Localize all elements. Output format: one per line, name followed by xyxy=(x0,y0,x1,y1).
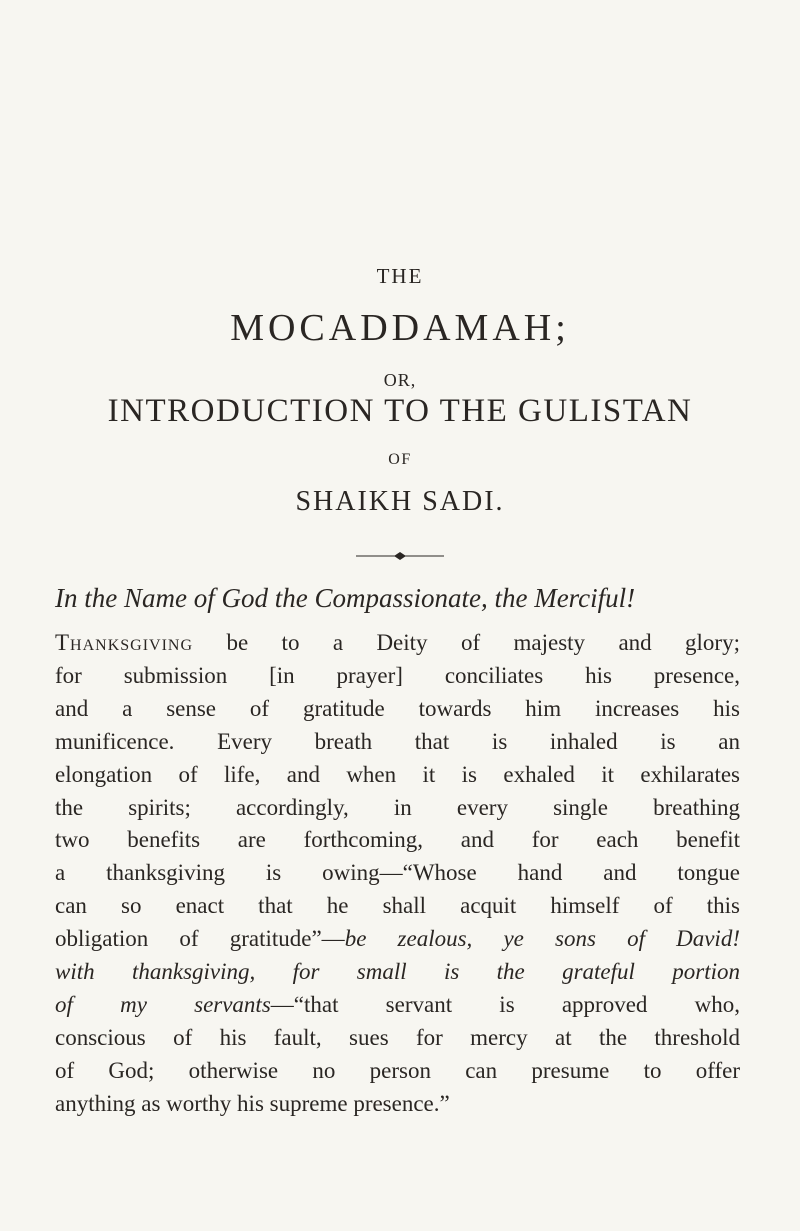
first-word: Thanksgiving xyxy=(55,630,194,655)
body-paragraph xyxy=(55,627,740,1121)
text-line: a thanksgiving is owing—“Whose hand and tongue xyxy=(55,860,740,886)
text-line: elongation of life, and when it is exhaled it exhilarates xyxy=(55,761,740,787)
text-line: and a sense of gratitude towards him increases his xyxy=(55,695,740,721)
invocation: In the Name of God the Compassionate, the Merciful! xyxy=(55,583,636,613)
header-of: OF xyxy=(388,451,412,468)
scripture-quote: be zealous, ye sons of David! xyxy=(344,926,740,952)
text-line: can so enact that he shall acquit himself of this xyxy=(55,893,740,919)
page-subtitle: INTRODUCTION TO THE GULISTAN xyxy=(107,393,693,429)
header-or: OR, xyxy=(383,370,417,390)
text-line: anything as worthy his supreme presence.” xyxy=(55,1090,450,1116)
text-line: obligation of gratitude”—be zealous, ye sons of David! xyxy=(55,926,740,952)
text-line: the spirits; accordingly, in every single breathing xyxy=(55,794,740,820)
ornamental-rule xyxy=(356,550,444,562)
scripture-quote: of my servants xyxy=(55,991,271,1017)
scripture-quote: with thanksgiving, for small is the grateful portion xyxy=(55,959,740,985)
text-line: for submission [in prayer] conciliates his presence, xyxy=(55,662,740,688)
text-line: two benefits are forthcoming, and for each benefit xyxy=(55,827,740,853)
text-line xyxy=(55,956,740,989)
text-line: Thanksgiving be to a Deity of majesty and glory; xyxy=(55,630,740,655)
page-title: MOCADDAMAH; xyxy=(230,307,570,349)
text-line: munificence. Every breath that is inhaled is an xyxy=(55,728,740,754)
header-the: THE xyxy=(376,264,424,288)
text-line: conscious of his fault, sues for mercy at the threshold xyxy=(55,1024,740,1050)
text-line: of my servants—“that servant is approved who, xyxy=(55,991,740,1017)
text-line: of God; otherwise no person can presume to offer xyxy=(55,1057,740,1083)
author-name: SHAIKH SADI. xyxy=(295,486,505,517)
